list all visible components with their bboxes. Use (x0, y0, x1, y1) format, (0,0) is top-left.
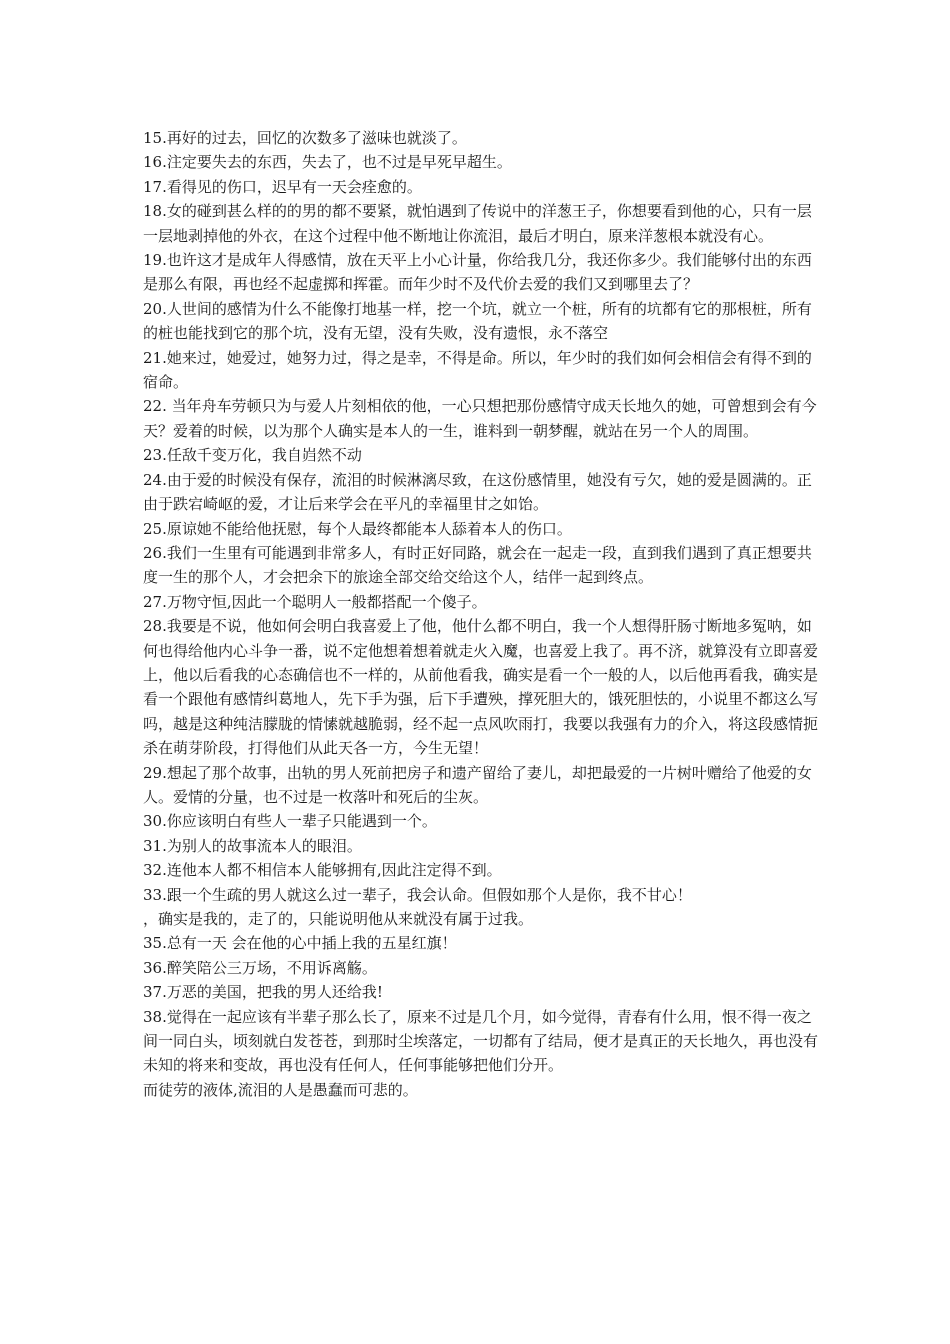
paragraph-30: 30.你应该明白有些人一辈子只能遇到一个。 (143, 812, 437, 831)
paragraph-29: 29.想起了那个故事，出轨的男人死前把房子和遗产留给了妻儿，却把最爱的一片树叶赠给了他爱的女人。爱情的分量，也不过是一枚落叶和死后的尘灰。 (143, 763, 812, 806)
paragraph-19: 19.也许这才是成年人得感情，放在天平上小心计量，你给我几分，我还你多少。我们能够付出的东西是那么有限，再也经不起虚掷和挥霍。而年少时不及代价去爱的我们又到哪里去了？ (143, 251, 812, 294)
paragraph-15: 15.再好的过去，回忆的次数多了滋味也就淡了。 (143, 129, 467, 147)
paragraph-closing: 而徒劳的液体,流泪的人是愚蠢而可悲的。 (143, 1080, 418, 1099)
paragraph-23: 23.任敌千变万化，我自岿然不动 (143, 446, 362, 465)
paragraph-24: 24.由于爱的时候没有保存，流泪的时候淋漓尽致，在这份感情里，她没有亏欠，她的爱是圆满的。正由于跌宕崎岖的爱，才让后来学会在平凡的幸福里甘之如饴。 (143, 470, 812, 514)
paragraph-28: 28.我要是不说，他如何会明白我喜爱上了他，他什么都不明白，我一个人想得肝肠寸断地多冤呐，如何也得给他内心斗争一番，说不定他想着想着就走火入魔，也喜爱上我了。再不济，就算没有立即喜爱上，他以后看我的心态确信也不一样的，从前他看我，确实是看一个一般的人，以后他再看我，确实是看一个跟他有感情纠葛地人，先下手为强，后下手遭殃，撑死胆大的，饿死胆怯的，小说里不都这么写吗，越是这种纯洁朦胧的情愫就越脆弱，经不起一点风吹雨打，我要以我强有力的介入，将这段感情扼杀在萌芽阶段，打得他们从此天各一方，今生无望！ (143, 617, 819, 758)
paragraph-38: 38.觉得在一起应该有半辈子那么长了，原来不过是几个月，如今觉得，青春有什么用，恨不得一夜之间一同白头，顷刻就白发苍苍，到那时尘埃落定，一切都有了结局，便才是真正的天长地久，再也没有未知的将来和变故，再也没有任何人，任何事能够把他们分开。 (143, 1007, 819, 1075)
paragraph-26: 26.我们一生里有可能遇到非常多人，有时正好同路，就会在一起走一段，直到我们遇到了真正想要共度一生的那个人，才会把余下的旅途全部交给交给这个人，结伴一起到终点。 (143, 543, 812, 587)
paragraph-25: 25.原谅她不能给他抚慰，每个人最终都能本人舔着本人的伤口。 (143, 519, 572, 538)
paragraph-37: 37.万恶的美国，把我的男人还给我! (143, 983, 383, 1002)
paragraph-21: 21.她来过，她爱过，她努力过，得之是幸，不得是命。所以，年少时的我们如何会相信会有得不到的宿命。 (143, 348, 812, 392)
paragraph-36: 36.醉笑陪公三万场，不用诉离觞。 (143, 958, 377, 977)
paragraph-16: 16.注定要失去的东西，失去了，也不过是早死早超生。 (143, 153, 512, 172)
paragraph-35: 35.总有一天 会在他的心中插上我的五星红旗！ (143, 934, 457, 953)
paragraph-18: 18.女的碰到甚么样的的男的都不要紧，就怕遇到了传说中的洋葱王子，你想要看到他的心，只有一层一层地剥掉他的外衣，在这个过程中他不断地让你流泪，最后才明白，原来洋葱根本就没有心。 (143, 202, 812, 245)
paragraph-33: 33.跟一个生疏的男人就这么过一辈子，我会认命。但假如那个人是你，我不甘心！ (143, 885, 692, 904)
paragraph-32: 32.连他本人都不相信本人能够拥有,因此注定得不到。 (143, 861, 502, 880)
paragraph-17: 17.看得见的伤口，迟早有一天会痊愈的。 (143, 177, 422, 196)
paragraph-22: 22. 当年舟车劳顿只为与爱人片刻相依的他，一心只想把那份感情守成天长地久的她，可曾想到会有今天？爱着的时候，以为那个人确实是本人的一生，谁料到一朝梦醒，就站在另一个人的周围。 (143, 397, 817, 440)
paragraph-31: 31.为别人的故事流本人的眼泪。 (143, 836, 362, 855)
document-body (143, 126, 823, 1102)
paragraph-27: 27.万物守恒,因此一个聪明人一般都搭配一个傻子。 (143, 592, 487, 611)
paragraph-34: ，确实是我的，走了的，只能说明他从来就没有属于过我。 (143, 910, 534, 928)
paragraph-20: 20.人世间的感情为什么不能像打地基一样，挖一个坑，就立一个桩，所有的坑都有它的那根桩，所有的桩也能找到它的那个坑，没有无望，没有失败，没有遗恨，永不落空 (143, 299, 812, 343)
